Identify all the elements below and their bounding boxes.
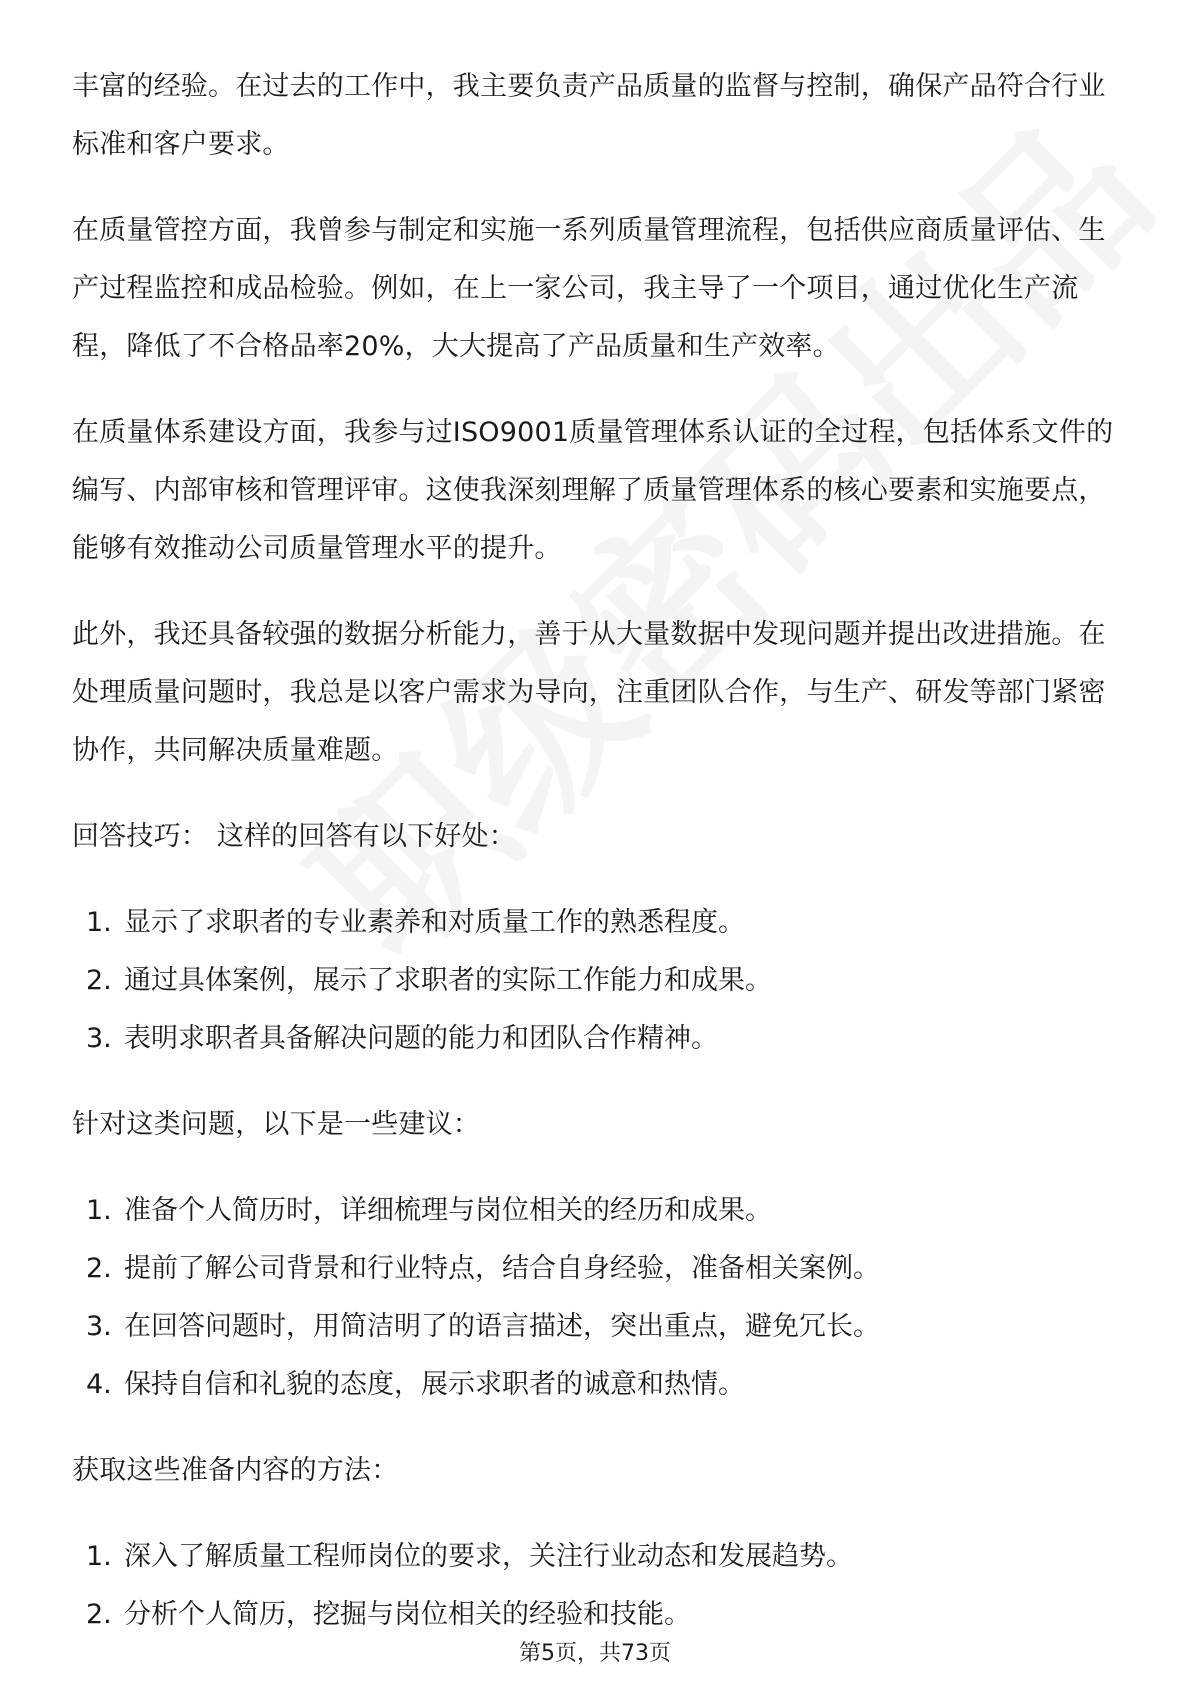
paragraph-quality-system: 在质量体系建设方面，我参与过ISO9001质量管理体系认证的全过程，包括体系文件的编写、内部审核和管理评审。这使我深刻理解了质量管理体系的核心要素和实施要点，能够有效推动公司质量管理水平的提升。 <box>72 417 1114 564</box>
paragraph-experience: 丰富的经验。在过去的工作中，我主要负责产品质量的监督与控制，确保产品符合行业标准和客户要求。 <box>72 71 1106 160</box>
list-item-number: 2. <box>86 965 112 996</box>
list-item <box>86 1528 1118 1586</box>
list-item <box>86 1240 1118 1298</box>
list-item-text: 在回答问题时，用简洁明了的语言描述，突出重点，避免冗长。 <box>124 1311 880 1342</box>
list-item-number: 1. <box>86 1541 112 1572</box>
list-item-text: 深入了解质量工程师岗位的要求，关注行业动态和发展趋势。 <box>124 1541 853 1572</box>
list-item-text: 准备个人简历时，详细梳理与岗位相关的经历和成果。 <box>124 1195 772 1226</box>
list-item-number: 3. <box>86 1023 112 1054</box>
page-number: 第5页，共73页 <box>519 1641 671 1666</box>
list-item <box>86 952 1118 1010</box>
list-item-text: 分析个人简历，挖掘与岗位相关的经验和技能。 <box>124 1599 691 1630</box>
tips-section <box>72 808 1118 1068</box>
paragraph-data-analysis: 此外，我还具备较强的数据分析能力，善于从大量数据中发现问题并提出改进措施。在处理质量问题时，我总是以客户需求为导向，注重团队合作，与生产、研发等部门紧密协作，共同解决质量难题。 <box>72 619 1106 766</box>
paragraph-quality-control: 在质量管控方面，我曾参与制定和实施一系列质量管理流程，包括供应商质量评估、生产过程监控和成品检验。例如，在上一家公司，我主导了一个项目，通过优化生产流程，降低了不合格品率20%，大大提高了产品质量和生产效率。 <box>72 215 1106 362</box>
list-item-number: 3. <box>86 1311 112 1342</box>
list-item-text: 显示了求职者的专业素养和对质量工作的熟悉程度。 <box>124 907 745 938</box>
list-item-number: 4. <box>86 1369 112 1400</box>
list-item <box>86 1182 1118 1240</box>
list-item-number: 2. <box>86 1253 112 1284</box>
list-item-number: 1. <box>86 907 112 938</box>
list-item-text: 表明求职者具备解决问题的能力和团队合作精神。 <box>124 1023 718 1054</box>
methods-heading: 获取这些准备内容的方法： <box>72 1455 399 1486</box>
list-item-number: 1. <box>86 1195 112 1226</box>
document-content <box>72 58 1118 1644</box>
tips-list <box>72 894 1118 1068</box>
list-item <box>86 894 1118 952</box>
advice-heading: 针对这类问题，以下是一些建议： <box>72 1109 480 1140</box>
list-item <box>86 1010 1118 1068</box>
tips-heading: 回答技巧： 这样的回答有以下好处： <box>72 821 516 852</box>
methods-list <box>72 1528 1118 1644</box>
advice-section <box>72 1096 1118 1414</box>
methods-section <box>72 1442 1118 1644</box>
list-item <box>86 1356 1118 1414</box>
list-item <box>86 1298 1118 1356</box>
list-item-text: 保持自信和礼貌的态度，展示求职者的诚意和热情。 <box>124 1369 745 1400</box>
list-item-text: 通过具体案例，展示了求职者的实际工作能力和成果。 <box>124 965 772 996</box>
advice-list <box>72 1182 1118 1414</box>
list-item-number: 2. <box>86 1599 112 1630</box>
list-item-text: 提前了解公司背景和行业特点，结合自身经验，准备相关案例。 <box>124 1253 880 1284</box>
